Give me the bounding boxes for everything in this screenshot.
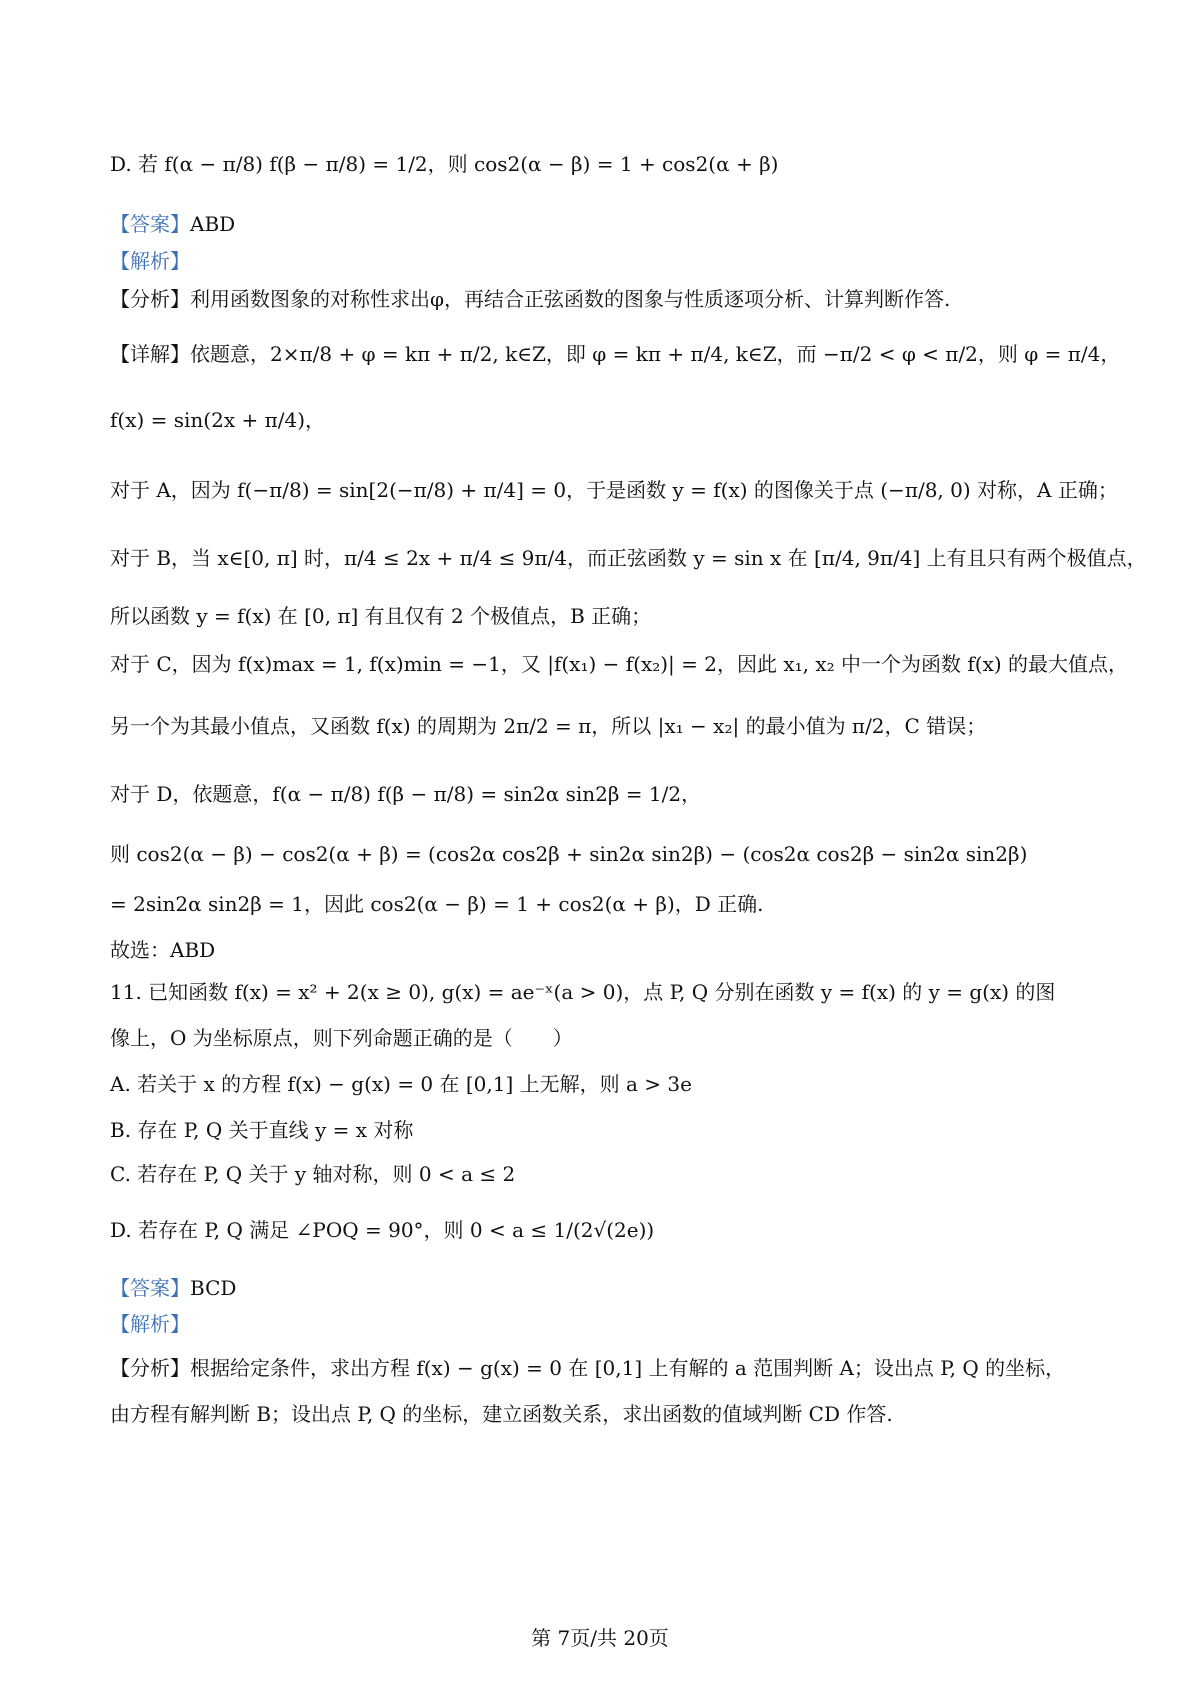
analysis-line-3: 由方程有解判断 B；设出点 P, Q 的坐标，建立函数关系，求出函数的值域判断 CD 作答.	[110, 1402, 893, 1426]
page-footer: 第 7页/共 20页	[531, 1626, 669, 1650]
choice-line: 故选：ABD	[110, 938, 216, 962]
option-a: A. 若关于 x 的方程 f(x) − g(x) = 0 在 [0,1] 上无解，则 a > 3e	[110, 1072, 692, 1096]
detail-b-2: 所以函数 y = f(x) 在 [0, π] 有且仅有 2 个极值点，B 正确；	[110, 604, 652, 628]
question-11: 11. 已知函数 f(x) = x² + 2(x ≥ 0), g(x) = ae⁻ˣ(a > 0)，点 P, Q 分别在函数 y = f(x) 的 y = g(x) 的图	[110, 980, 1056, 1004]
analysis-line-2: 【分析】根据给定条件，求出方程 f(x) − g(x) = 0 在 [0,1] 上有解的 a 范围判断 A；设出点 P, Q 的坐标，	[110, 1356, 1066, 1380]
answer-line: 【答案】ABD	[110, 212, 236, 236]
answer-line-2: 【答案】BCD	[110, 1276, 237, 1300]
option-b: B. 存在 P, Q 关于直线 y = x 对称	[110, 1118, 414, 1142]
detail-line-2: f(x) = sin(2x + π/4)，	[110, 408, 325, 432]
detail-b: 对于 B，当 x∈[0, π] 时，π/4 ≤ 2x + π/4 ≤ 9π/4，而正弦函数 y = sin x 在 [π/4, 9π/4] 上有且只有两个极值点，	[110, 546, 1147, 570]
detail-c: 对于 C，因为 f(x)max = 1, f(x)min = −1，又 |f(x₁) − f(x₂)| = 2，因此 x₁, x₂ 中一个为函数 f(x) 的最大值点，	[110, 652, 1129, 676]
detail-a: 对于 A，因为 f(−π/8) = sin[2(−π/8) + π/4] = 0，于是函数 y = f(x) 的图像关于点 (−π/8, 0) 对称，A 正确；	[110, 478, 1118, 502]
detail-c-2: 另一个为其最小值点，又函数 f(x) 的周期为 2π/2 = π，所以 |x₁ − x₂| 的最小值为 π/2，C 错误；	[110, 714, 987, 738]
option-d-line: D. 若 f(α − π/8) f(β − π/8) = 1/2，则 cos2(α − β) = 1 + cos2(α + β)	[110, 152, 779, 176]
detail-d-3: = 2sin2α sin2β = 1，因此 cos2(α − β) = 1 + cos2(α + β)，D 正确.	[110, 892, 764, 916]
detail-line-1: 【详解】依题意，2×π/8 + φ = kπ + π/2, k∈Z，即 φ = kπ + π/4, k∈Z，而 −π/2 < φ < π/2，则 φ = π/4，	[110, 342, 1121, 366]
analysis-line: 【分析】利用函数图象的对称性求出φ，再结合正弦函数的图象与性质逐项分析、计算判断作答.	[110, 287, 951, 311]
analysis-label-2: 【解析】	[110, 1312, 190, 1336]
option-c: C. 若存在 P, Q 关于 y 轴对称，则 0 < a ≤ 2	[110, 1162, 516, 1186]
option-d-q11: D. 若存在 P, Q 满足 ∠POQ = 90°，则 0 < a ≤ 1/(2√(2e))	[110, 1218, 655, 1242]
detail-d-2: 则 cos2(α − β) − cos2(α + β) = (cos2α cos2β + sin2α sin2β) − (cos2α cos2β − sin2α sin2β)	[110, 842, 1028, 866]
detail-d: 对于 D，依题意，f(α − π/8) f(β − π/8) = sin2α sin2β = 1/2，	[110, 782, 702, 806]
question-11-2: 像上，O 为坐标原点，则下列命题正确的是（ ）	[110, 1026, 573, 1050]
analysis-label: 【解析】	[110, 249, 190, 273]
